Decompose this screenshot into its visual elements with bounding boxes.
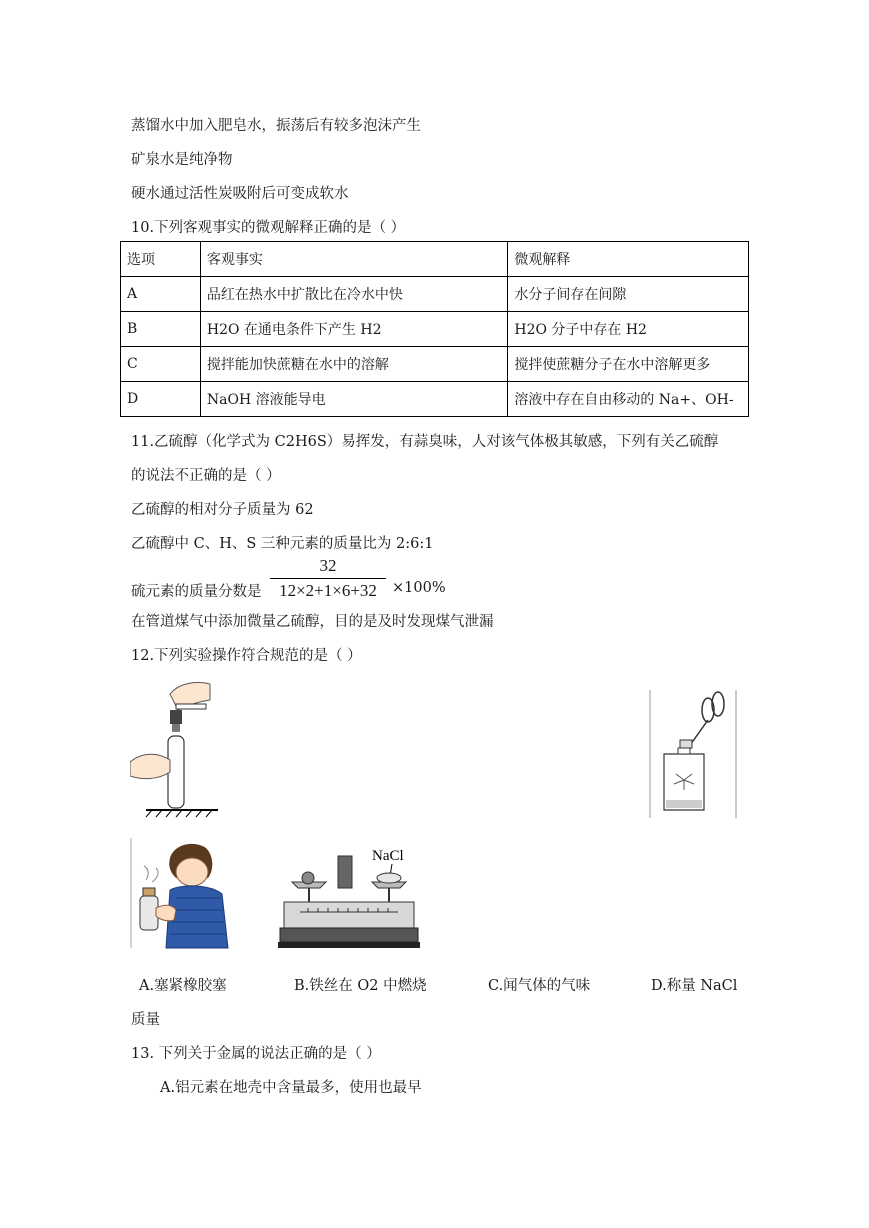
table-header-row xyxy=(121,242,749,277)
percent-suffix: ×100% xyxy=(392,580,446,596)
fraction-numerator: 32 xyxy=(270,556,386,579)
table-cell: C xyxy=(121,347,201,382)
smelling-gas-figure xyxy=(130,838,232,950)
table-header-cell: 客观事实 xyxy=(200,242,507,277)
option-text: 乙硫醇的相对分子质量为 62 xyxy=(131,502,314,518)
table-cell: B xyxy=(121,312,201,347)
table-header-cell: 微观解释 xyxy=(508,242,749,277)
explanation-table xyxy=(120,241,749,417)
table-cell: 溶液中存在自由移动的 Na+、OH- xyxy=(508,382,749,417)
option-text: 在管道煤气中添加微量乙硫醇，目的是及时发现煤气泄漏 xyxy=(131,614,494,630)
question-11-cont: 的说法不正确的是（ ） xyxy=(131,468,281,484)
stopper-figure xyxy=(130,680,222,818)
table-row xyxy=(121,312,749,347)
table-cell: H2O 在通电条件下产生 H2 xyxy=(200,312,507,347)
option-text: 乙硫醇中 C、H、S 三种元素的质量比为 2:6:1 xyxy=(131,536,434,552)
q12-option-c: C.闻气体的气味 xyxy=(488,978,591,994)
option-text: 硬水通过活性炭吸附后可变成软水 xyxy=(131,186,349,202)
q12-option-a: A.塞紧橡胶塞 xyxy=(139,978,227,994)
q12-option-b: B.铁丝在 O2 中燃烧 xyxy=(294,978,427,994)
fraction-denominator: 12×2+1×6+32 xyxy=(279,581,377,600)
table-cell: H2O 分子中存在 H2 xyxy=(508,312,749,347)
option-text: 矿泉水是纯净物 xyxy=(131,152,233,168)
table-cell: D xyxy=(121,382,201,417)
question-10: 10.下列客观事实的微观解释正确的是（ ） xyxy=(131,220,406,236)
table-cell: 品红在热水中扩散比在冷水中快 xyxy=(200,277,507,312)
option-text: 蒸馏水中加入肥皂水，振荡后有较多泡沫产生 xyxy=(131,118,421,134)
mass-fraction-formula xyxy=(270,556,386,601)
table-cell: 水分子间存在间隙 xyxy=(508,277,749,312)
question-11: 11.乙硫醇（化学式为 C2H6S）易挥发，有蒜臭味，人对该气体极其敏感，下列有关乙硫醇 xyxy=(131,434,719,450)
table-row xyxy=(121,347,749,382)
option-text: 硫元素的质量分数是 xyxy=(131,584,262,600)
q13-option-a: A.铝元素在地壳中含量最多，使用也最早 xyxy=(160,1080,422,1096)
q12-option-d: D.称量 NaCl xyxy=(651,978,738,994)
option-d-continuation: 质量 xyxy=(131,1012,160,1028)
table-cell: A xyxy=(121,277,201,312)
balance-figure xyxy=(278,842,422,952)
table-cell: 搅拌能加快蔗糖在水中的溶解 xyxy=(200,347,507,382)
nacl-label: NaCl xyxy=(372,848,404,864)
iron-wire-burning-figure xyxy=(648,688,738,820)
table-cell: 搅拌使蔗糖分子在水中溶解更多 xyxy=(508,347,749,382)
table-row xyxy=(121,277,749,312)
table-cell: NaOH 溶液能导电 xyxy=(200,382,507,417)
question-13: 13. 下列关于金属的说法正确的是（ ） xyxy=(131,1046,381,1062)
table-row xyxy=(121,382,749,417)
question-12: 12.下列实验操作符合规范的是（ ） xyxy=(131,648,362,664)
table-header-cell: 选项 xyxy=(121,242,201,277)
